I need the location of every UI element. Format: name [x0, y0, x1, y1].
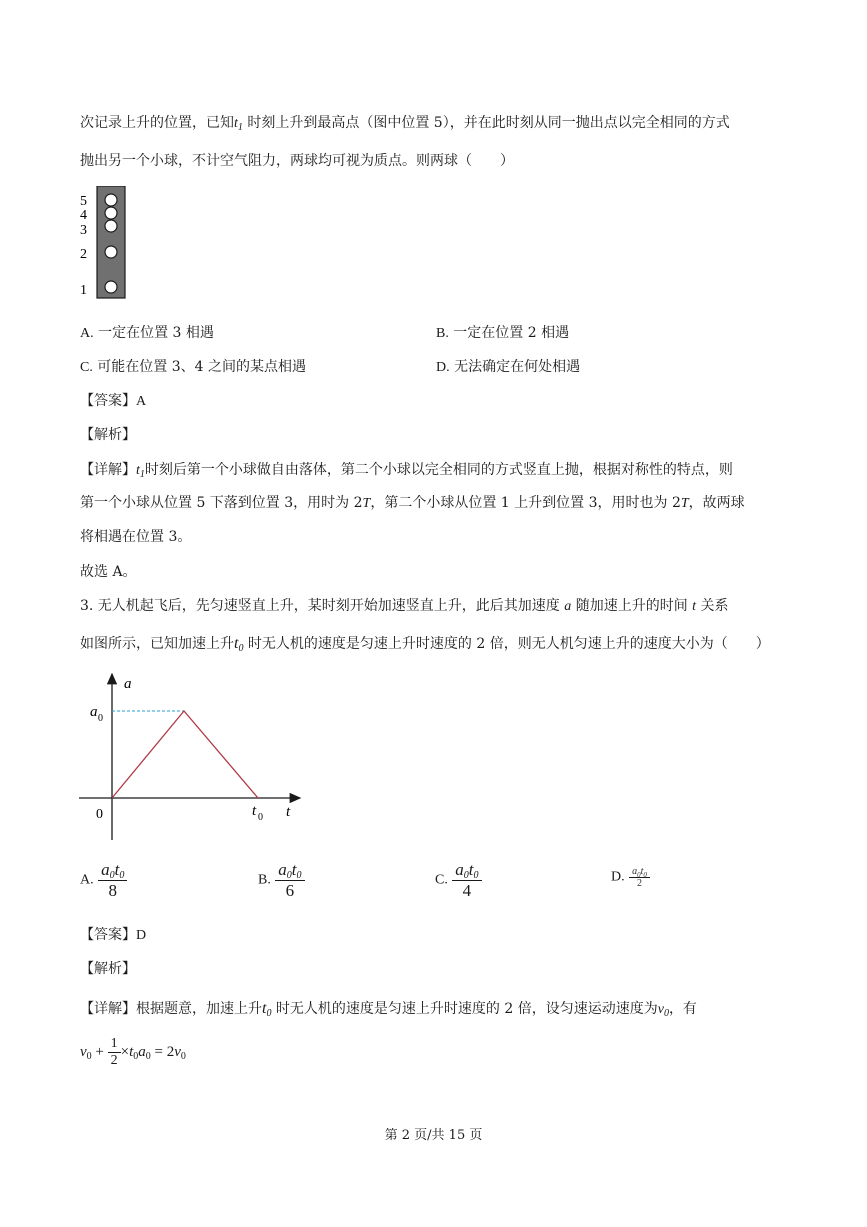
detail-text: 时刻后第一个小球做自由落体，第二个小球以完全相同的方式竖直上抛，根据对称性的特点，则 [144, 462, 733, 478]
t-sub: 0 [473, 870, 479, 881]
q2-stem-text: 次记录上升的位置，已知 [80, 115, 234, 131]
option-text: 无法确定在何处相遇 [454, 359, 581, 375]
a-symbol: a [278, 860, 287, 879]
option-letter: C. [435, 872, 448, 888]
t0-label: t [252, 803, 257, 819]
fraction-numerator [629, 866, 650, 878]
q2-detail-line2 [80, 494, 745, 513]
v0 [658, 1002, 669, 1017]
fraction-denominator: 6 [285, 881, 295, 900]
equals-sign: = 2 [150, 1043, 175, 1060]
t0-symbol: t [129, 1043, 134, 1060]
a0-label: a [90, 704, 98, 720]
fraction-denominator: 4 [462, 881, 472, 900]
v0-sub: 0 [663, 1008, 669, 1019]
option-fraction [98, 860, 127, 901]
ball-position-5 [105, 194, 117, 206]
ball-position-4 [105, 207, 117, 219]
q2-t1 [234, 116, 243, 131]
t-sub: 0 [296, 870, 302, 881]
v0-symbol: v [174, 1043, 181, 1060]
answer-value: A [136, 394, 147, 409]
t-symbol: t [468, 860, 474, 879]
q2-stem-text-b: 时刻上升到最高点（图中位置 5），并在此时刻从同一抛出点以完全相同的方式 [242, 115, 730, 131]
t0-sub: 0 [258, 812, 263, 823]
half-fraction [108, 1036, 121, 1069]
a0-sub: 0 [98, 713, 103, 724]
label-5: 5 [80, 194, 87, 209]
option-fraction [452, 860, 481, 901]
option-letter: B. [436, 326, 449, 341]
q3-stem-line2 [80, 635, 770, 653]
detail-label: 【详解】 [80, 462, 136, 478]
t-sub: 1 [139, 469, 145, 480]
a-sub: 0 [637, 871, 641, 879]
acceleration-time-graph [76, 668, 316, 848]
t0-symbol: t [262, 1000, 267, 1017]
q2-option-b [436, 324, 569, 343]
a-sub: 0 [286, 870, 292, 881]
label-1: 1 [80, 283, 87, 298]
a-symbol: a [101, 860, 110, 879]
a-symbol: a [564, 599, 572, 614]
fraction-numerator [452, 860, 481, 881]
a-symbol: a [455, 860, 464, 879]
label-3: 3 [80, 223, 87, 238]
a-sub: 0 [463, 870, 469, 881]
fraction-numerator [98, 860, 127, 881]
fraction-denominator: 2 [110, 1053, 118, 1068]
v0-symbol: v [80, 1043, 87, 1060]
v0-sub: 0 [180, 1050, 186, 1062]
t1-sub: 1 [237, 122, 243, 133]
times-sign: × [120, 1043, 130, 1060]
option-letter: C. [80, 360, 93, 375]
q3-analysis-label: 【解析】 [80, 961, 136, 977]
q2-stem-line2: 抛出另一个小球，不计空气阻力，两球均可视为质点。则两球（ ） [80, 153, 514, 169]
q2-stem-line1 [80, 114, 730, 133]
option-letter: A. [80, 872, 94, 888]
fraction-denominator: 2 [636, 878, 642, 889]
t0-sub: 0 [266, 1008, 272, 1019]
y-axis-label: a [124, 676, 132, 692]
acceleration-curve [112, 711, 258, 798]
t1-symbol: t [234, 116, 238, 131]
tube-figure [80, 186, 140, 306]
option-letter: B. [258, 872, 271, 888]
t-symbol: t [692, 599, 697, 614]
option-letter: D. [436, 360, 450, 375]
option-letter: D. [611, 869, 625, 885]
option-text: 一定在位置 3 相遇 [98, 325, 214, 341]
t0-symbol: t [234, 635, 239, 652]
t-sub: 0 [643, 871, 647, 879]
label-4: 4 [80, 208, 87, 223]
q2-option-c [80, 358, 306, 377]
detail-label: 【详解】 [80, 1001, 136, 1017]
q2-option-a [80, 324, 214, 343]
answer-value: D [136, 928, 147, 943]
q2-analysis-label: 【解析】 [80, 427, 136, 443]
q3-option-b [258, 860, 305, 901]
t-sub: 0 [119, 870, 125, 881]
detail-text: ，有 [668, 1001, 697, 1017]
q3-stem-text: 时无人机的速度是匀速上升时速度的 2 倍，则无人机匀速上升的速度大小为（ ） [243, 636, 770, 652]
q3-stem-text: 随加速上升的时间 [571, 598, 693, 614]
q3-equation [80, 1036, 186, 1069]
q2-detail-line3: 将相遇在位置 3。 [80, 529, 192, 545]
ball-position-2 [105, 246, 117, 258]
a0-symbol: a [138, 1043, 146, 1060]
option-text: 可能在位置 3、4 之间的某点相遇 [97, 359, 307, 375]
t-symbol: t [114, 860, 120, 879]
q2-detail-line1 [80, 461, 733, 480]
q3-option-c [435, 860, 482, 901]
a-sub: 0 [109, 870, 115, 881]
q2-conclusion: 故选 A。 [80, 564, 137, 580]
q3-detail-line1 [80, 1000, 697, 1019]
option-letter: A. [80, 326, 94, 341]
ball-position-3 [105, 220, 117, 232]
t-symbol: t [291, 860, 297, 879]
fraction-denominator: 8 [108, 881, 117, 900]
T-symbol: T [680, 496, 689, 511]
option-text: 一定在位置 2 相遇 [453, 325, 570, 341]
detail-text: 时无人机的速度是匀速上升时速度的 2 倍，设匀速运动速度为 [271, 1001, 658, 1017]
q3-option-a [80, 860, 127, 901]
answer-label: 【答案】 [80, 927, 136, 943]
q3-option-d [611, 866, 650, 889]
detail-text: ，第二个小球从位置 1 上升到位置 3，用时也为 2 [370, 495, 681, 511]
origin-label: 0 [96, 807, 103, 822]
q3-answer [80, 926, 146, 945]
q3-stem-line1 [80, 597, 729, 616]
detail-text: 第一个小球从位置 5 下落到位置 3，用时为 2 [80, 495, 363, 511]
t0-sub: 0 [133, 1050, 139, 1062]
v0-sub: 0 [86, 1050, 92, 1062]
plus-sign: + [91, 1043, 108, 1060]
option-fraction [629, 866, 650, 889]
x-axis-label: t [286, 804, 291, 820]
q2-answer [80, 392, 146, 411]
ball-position-1 [105, 281, 117, 293]
a0-sub: 0 [145, 1050, 151, 1062]
v0-symbol: v [657, 1002, 664, 1017]
option-fraction [275, 860, 304, 901]
q3-stem-text: 3. 无人机起飞后，先匀速竖直上升，某时刻开始加速竖直上升，此后其加速度 [80, 598, 565, 614]
fraction-numerator [275, 860, 304, 881]
a-symbol: a [632, 866, 638, 877]
t-symbol: t [640, 866, 644, 877]
t0-sub: 0 [238, 643, 244, 654]
T-symbol: T [362, 496, 371, 511]
fraction-numerator: 1 [108, 1036, 121, 1053]
q2-option-d [436, 358, 580, 377]
answer-label: 【答案】 [80, 393, 136, 409]
page-footer: 第 2 页/共 15 页 [384, 1128, 483, 1143]
detail-text: ，故两球 [688, 495, 745, 511]
label-2: 2 [80, 247, 87, 262]
t1 [136, 463, 145, 478]
detail-text: 根据题意，加速上升 [136, 1001, 262, 1017]
q3-stem-text: 关系 [696, 598, 729, 614]
q3-stem-text: 如图所示，已知加速上升 [80, 636, 234, 652]
t-symbol: t [136, 463, 140, 478]
